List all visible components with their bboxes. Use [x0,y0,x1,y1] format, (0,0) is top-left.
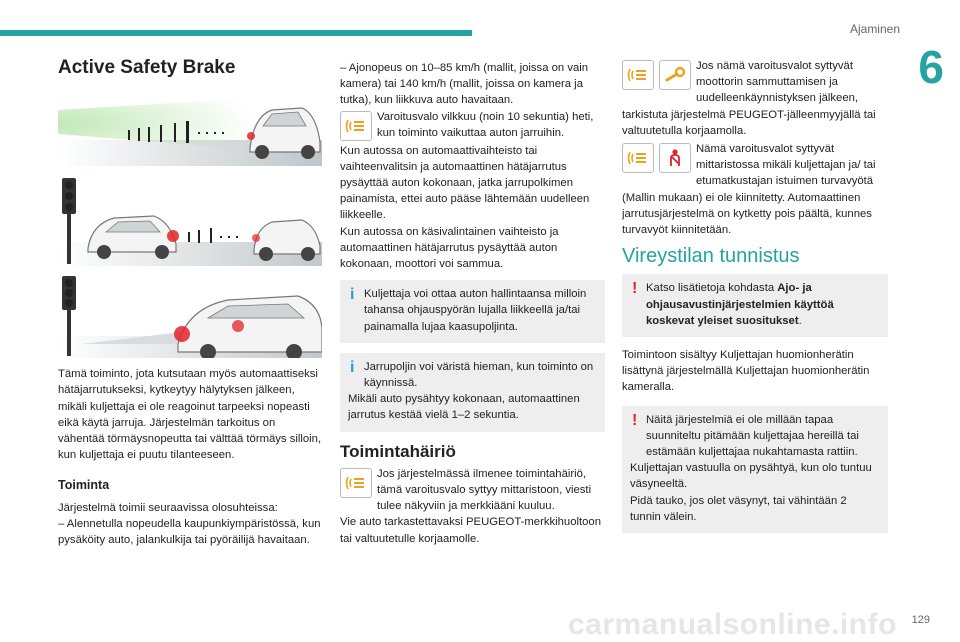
belt-warning-row [622,141,888,238]
car-closeup-image [58,274,322,358]
drowsiness-heading: Vireystilan tunnistus [622,245,800,268]
manual-gearbox-text: Kun autossa on käsivalintainen vaihteisto ja automaattinen hätäjarrutus pysäyttää auton kokonaan, moottori voi sammua. [340,225,559,271]
section-title: Ajaminen [849,22,900,36]
operation-heading: Toiminta [58,478,110,493]
radar-warning-lamp [622,60,654,90]
illustration-car-detection [58,90,322,166]
fault-heading: Toimintahäiriö [340,441,456,461]
watermark: carmanualsonline.info [568,608,897,641]
warning-note-2-line-1: Näitä järjestelmiä ei ole millään tapaa suunniteltu pitämään kuljettajaa hereillä tai estämään kuljettajaa nukahtamasta rattiin. [646,413,859,459]
fault-row [340,466,605,515]
service-warning-lamp [659,60,691,90]
wrench-icon [664,66,686,84]
blink-warning-row [340,109,605,143]
blink-text: Varoitusvalo vilkkuu (noin 10 sekuntia) heti, kun toiminto vaikuttaa auton jarruihin. [377,110,594,139]
radar-warning-lamp-2 [622,143,654,173]
drowsiness-paragraph: Toimintoon sisältyy Kuljettajan huomionherätin lisättynä järjestelmällä Kuljettajan huomionherätin kameralla. [622,349,870,394]
operation-line-1: Järjestelmä toimii seuraavissa olosuhteissa: [58,501,278,514]
warning-note-1-pre: Katso lisätietoja kohdasta [646,282,778,295]
warning-note-2 [622,406,888,533]
warning-note-1-post: . [798,314,802,327]
car-detection-image [58,90,322,166]
info-note-2-line-2: Mikäli auto pysähtyy kokonaan, automaattinen jarrutus kestää vielä 1–2 sekuntia. [348,393,580,422]
radar-waves-icon [627,66,649,84]
warning-icon: ! [632,411,638,429]
seatbelt-text: Nämä varoitusvalot syttyvät mittaristossa mikäli kuljettajan ja/ tai etumatkustajan istuimen turvavyötä (Mallin mukaan) ei ole kiinnitetty. Automaattinen jarrutusjärjestelmä on kytketty pois päältä, kunnes turvavyöt kiinnitetään. [622,143,876,237]
braking-scenario-image [58,174,322,266]
seatbelt-warning-lamp [659,143,691,173]
radar-waves-icon [627,149,649,167]
engine-warning-row [622,58,888,139]
warning-icon: ! [632,280,638,298]
warning-note-2-line-2: Kuljettajan vastuulla on pysähtyä, kun olo tuntuu väsyneeltä. [630,462,872,491]
right-column [622,58,888,543]
guidelines-link-text: Ajo- ja ohjausavustinjärjestelmien käyttöä koskevat yleiset suositukset [646,282,834,327]
middle-column [340,60,605,547]
info-note-1-text: Kuljettaja voi ottaa auton hallintaansa milloin tahansa ohjauspyörän lujalla liikkeellä ja/tai painamalla lujaa kaasupoljinta. [364,288,587,333]
fault-text: Jos järjestelmässä ilmenee toimintahäiriö, tämä varoitusvalo syttyy mittaristoon, viesti tulee näkyviin ja merkkiääni kuuluu. [377,467,592,513]
info-icon: i [350,286,355,304]
chapter-number: 6 [918,41,944,93]
header-accent-bar [0,30,472,36]
automatic-gearbox-text: Kun autossa on automaattivaihteisto tai vaihteenvalitsin ja automaattinen hätäjarrutus pysäyttää auton kokonaan, jatka jarrupolkimen painamista, ettei auto pääse lähtemään uudelleen liikkeelle. [340,144,590,222]
info-note-2-line-1: Jarrupoljin voi väristä hieman, kun toiminto on käynnissä. [364,360,594,390]
page-title: Active Safety Brake [58,57,236,78]
info-note-2 [340,353,605,432]
illustration-car-closeup [58,274,322,358]
fault-text-2: Vie auto tarkastettavaksi PEUGEOT-merkkihuoltoon tai valtuutetulle korjaamolle. [340,516,601,545]
speed-condition: – Ajonopeus on 10–85 km/h (mallit, joissa on vain kamera) tai 140 km/h (mallit, joissa on kamera ja tutka), kun liikkuva auto havaitaan. [340,62,589,107]
brake-warning-lamp [340,111,372,141]
info-icon: i [350,358,355,376]
intro-paragraph: Tämä toiminto, jota kutsutaan myös automaattiseksi hätäjarrutukseksi, kytkeytyy hälytyksen jälkeen, mikäli kuljettaja ei ole reagoinut tarpeeksi nopeasti eikä käytä jarruja. Järjestelmän tarkoitus on vähentää törmäysnopeutta tai välttää törmäys silloin, kun kuljettaja ei puutu tilanteeseen. [58,368,322,462]
engine-restart-text: Jos nämä varoitusvalot syttyvät moottorin sammuttamisen ja uudelleenkäynnistyksen jälkeen, tarkistuta järjestelmä PEUGEOT-jälleenmyyjällä tai valtuutetulla korjaamolla. [622,60,876,137]
radar-waves-icon [345,117,367,135]
left-column [58,52,324,548]
radar-waves-icon [345,474,367,492]
warning-note-1-text [630,280,880,329]
illustration-braking-scenario [58,174,322,266]
warning-note-1 [622,274,888,337]
operation-line-2: – Alennetulla nopeudella kaupunkiympäristössä, kun pysäköity auto, jalankulkija tai pyöräilijä havaitaan. [58,517,321,547]
info-note-1 [340,280,605,343]
fault-warning-lamp [340,468,372,498]
seatbelt-icon [664,148,686,168]
warning-note-2-line-3: Pidä tauko, jos olet väsynyt, tai vähintään 2 tunnin välein. [630,494,847,523]
page-number: 129 [911,614,930,626]
